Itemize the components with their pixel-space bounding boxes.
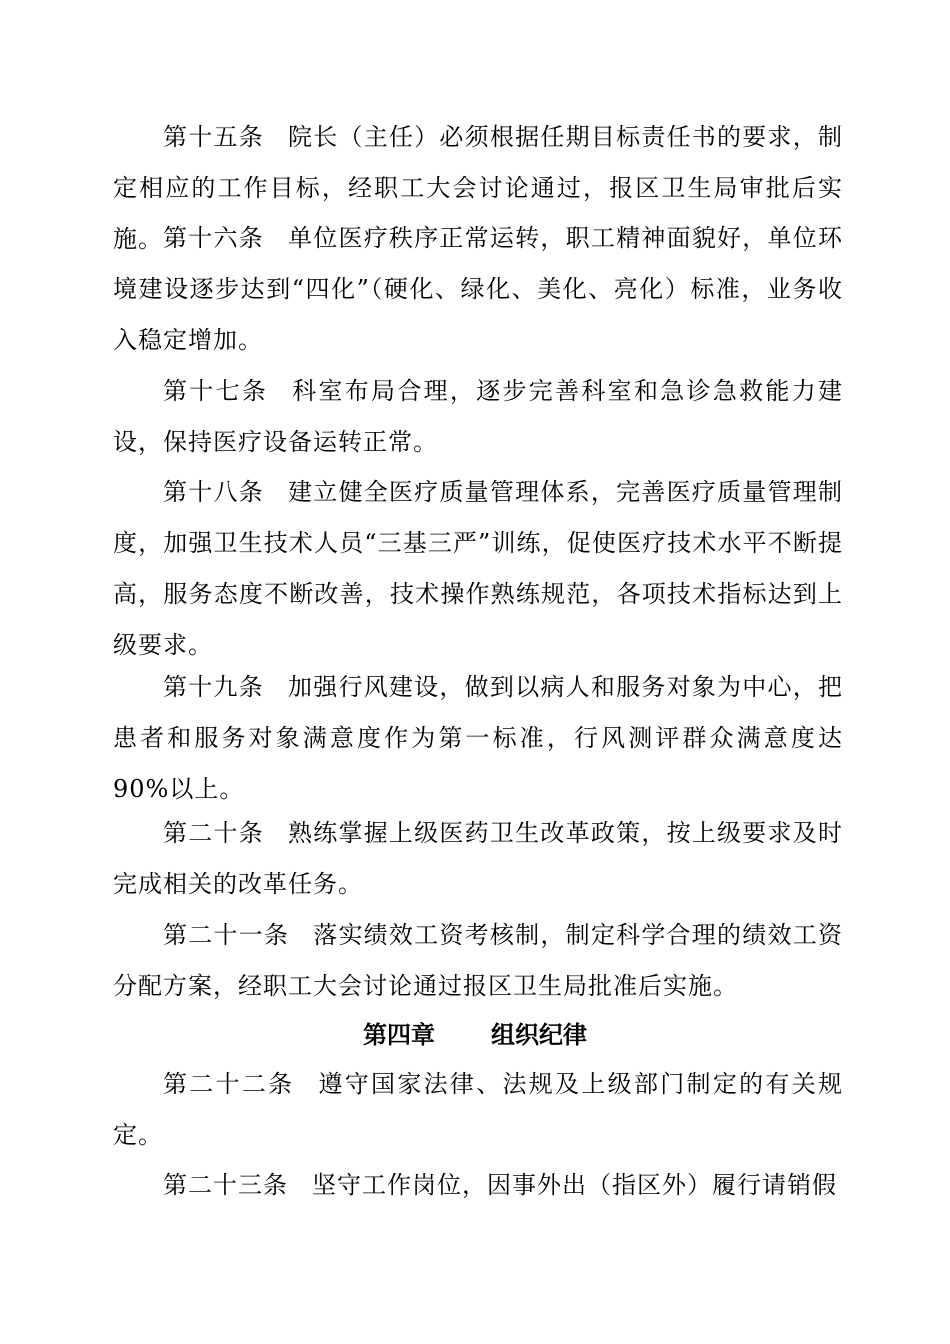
article-number: 第二十三条 (163, 1171, 288, 1199)
article-number: 第十八条 (163, 478, 264, 506)
chapter-heading (0, 1009, 950, 1060)
article-19 (113, 662, 843, 815)
article-20 (113, 808, 843, 910)
article-22 (113, 1059, 843, 1161)
article-23 (113, 1160, 843, 1211)
article-number: 第十五条 (163, 123, 264, 151)
article-text: 科室布局合理，逐步完善科室和急诊急救能力建设，保持医疗设备运转正常。 (113, 377, 844, 456)
article-number: 第二十二条 (163, 1070, 295, 1098)
article-16 (113, 213, 843, 366)
article-text: 加强行风建设，做到以病人和服务对象为中心，把患者和服务对象满意度作为第一标准，行风测评群众满意度达90%以上。 (113, 673, 844, 803)
chapter-number: 第四章 (363, 1020, 435, 1049)
article-number: 第十七条 (163, 377, 269, 405)
article-text: 遵守国家法律、法规及上级部门制定的有关规定。 (113, 1070, 844, 1149)
article-text: 坚守工作岗位，因事外出（指区外）履行请销假 (312, 1171, 837, 1199)
article-text: 熟练掌握上级医药卫生改革政策，按上级要求及时完成相关的改革任务。 (113, 819, 844, 898)
article-number: 第十九条 (163, 673, 264, 701)
article-number: 第二十条 (163, 819, 264, 847)
article-number: 第二十一条 (163, 921, 290, 949)
article-text: 院长（主任）必须根据任期目标责任书的要求，制定相应的工作目标，经职工大会讨论通过，报区卫生局审批后实施。 (113, 123, 844, 253)
article-text: 建立健全医疗质量管理体系，完善医疗质量管理制度，加强卫生技术人员“三基三严”训练，促使医疗技术水平不断提高，服务态度不断改善，技术操作熟练规范，各项技术指标达到上级要求。 (113, 478, 844, 659)
article-number: 第十六条 (163, 224, 264, 252)
article-21 (113, 910, 843, 1012)
chapter-title: 组织纪律 (491, 1020, 587, 1049)
article-18 (113, 467, 843, 671)
article-17 (113, 366, 843, 468)
article-text: 单位医疗秩序正常运转，职工精神面貌好，单位环境建设逐步达到“四化”（硬化、绿化、美化、亮化）标准，业务收入稳定增加。 (113, 224, 844, 354)
article-text: 落实绩效工资考核制，制定科学合理的绩效工资分配方案，经职工大会讨论通过报区卫生局批准后实施。 (113, 921, 844, 1000)
